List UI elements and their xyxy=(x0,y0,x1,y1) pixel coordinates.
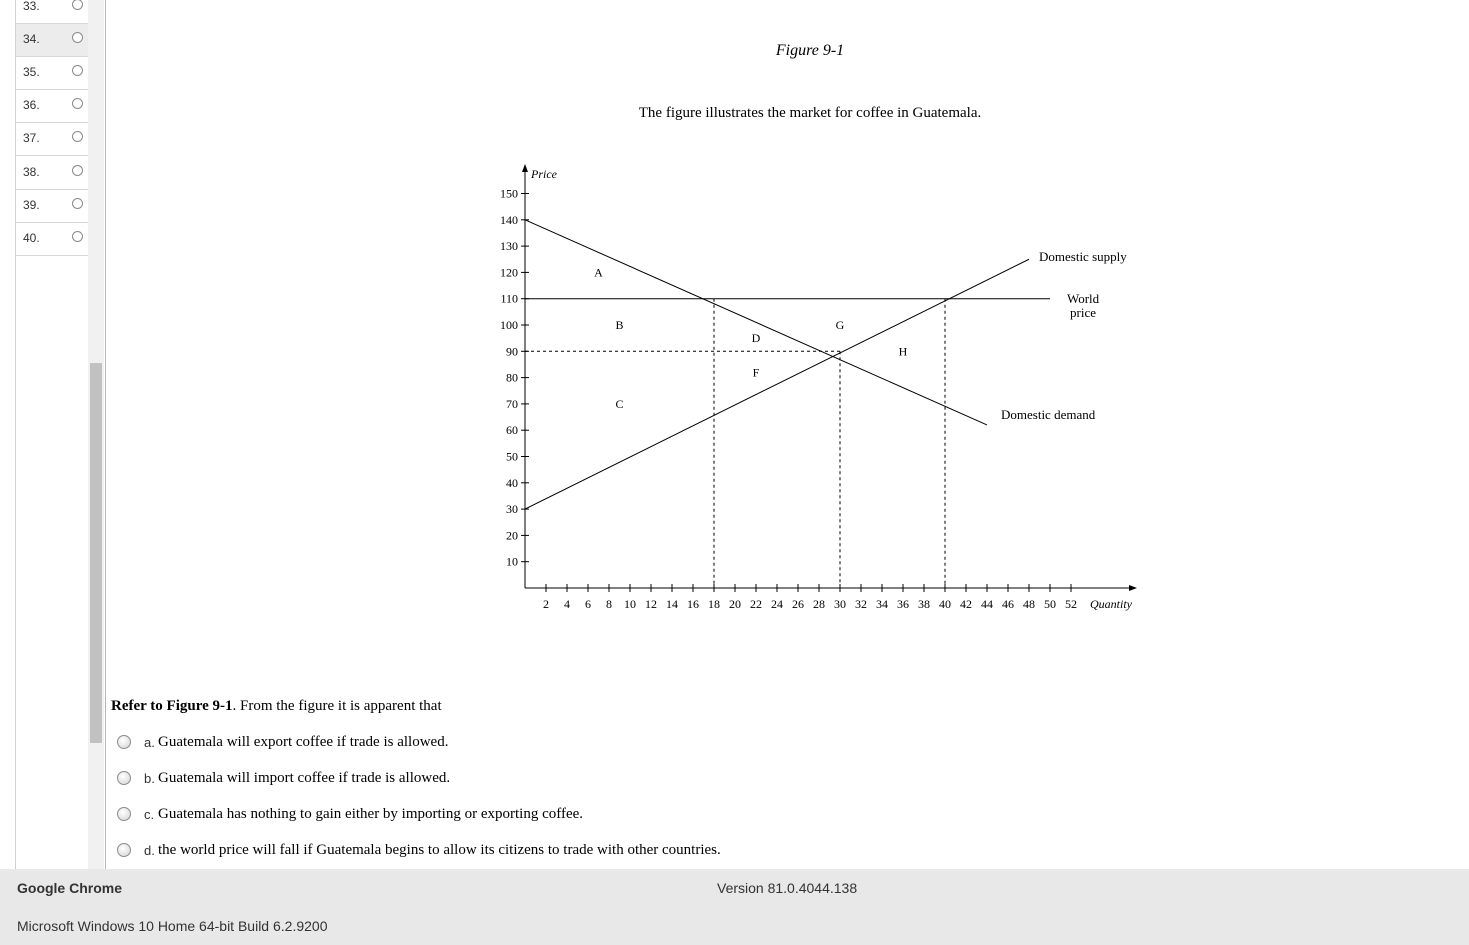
x-tick-label: 24 xyxy=(771,597,783,611)
y-tick-label: 50 xyxy=(506,449,518,464)
option-letter: d. xyxy=(144,843,155,858)
x-tick-label: 36 xyxy=(897,597,909,611)
nav-item-38[interactable] xyxy=(16,157,89,190)
nav-radio[interactable] xyxy=(72,65,83,76)
nav-item-number: 35. xyxy=(23,65,40,79)
y-tick-label: 130 xyxy=(500,239,518,254)
x-tick-label: 2 xyxy=(543,597,549,611)
nav-item-37[interactable] xyxy=(16,123,89,156)
market-chart xyxy=(480,160,1160,620)
x-tick-label: 40 xyxy=(939,597,951,611)
y-tick-label: 90 xyxy=(506,344,518,359)
question-rest: . From the figure it is apparent that xyxy=(232,698,442,714)
region-label-b: B xyxy=(615,318,624,332)
y-tick-label: 110 xyxy=(500,291,518,306)
region-label-h: H xyxy=(898,344,908,359)
region-label-g: G xyxy=(835,318,845,332)
scrollbar-thumb[interactable] xyxy=(90,363,102,743)
y-tick-label: 60 xyxy=(506,423,518,438)
x-tick-label: 46 xyxy=(1002,597,1014,611)
x-tick-label: 8 xyxy=(606,597,612,611)
option-letter: c. xyxy=(144,807,155,822)
question-text xyxy=(111,698,442,715)
nav-item-number: 39. xyxy=(23,198,40,212)
x-tick-label: 6 xyxy=(585,597,591,611)
nav-radio[interactable] xyxy=(72,131,83,142)
y-tick-label: 120 xyxy=(500,265,518,280)
y-tick-label: 80 xyxy=(506,370,518,385)
chart-axes xyxy=(522,164,1137,591)
x-axis-arrow xyxy=(1129,585,1137,591)
nav-radio[interactable] xyxy=(72,0,83,10)
region-label-a: A xyxy=(594,265,603,280)
radio-button[interactable] xyxy=(117,735,131,749)
world-price-label-line2: price xyxy=(1070,305,1096,320)
figure-title: Figure 9-1 xyxy=(775,42,845,59)
y-tick-label: 150 xyxy=(500,186,518,201)
question-ref: Refer to Figure 9-1 xyxy=(111,698,233,714)
os-info: Microsoft Windows 10 Home 64-bit Build 6.2.9200 xyxy=(17,918,328,934)
demand-label: Domestic demand xyxy=(1001,407,1096,422)
browser-version: Version 81.0.4044.138 xyxy=(717,880,858,896)
option-text: Guatemala will import coffee if trade is allowed. xyxy=(158,770,451,786)
nav-item-39[interactable] xyxy=(16,190,89,223)
region-label-d: D xyxy=(751,331,761,346)
nav-radio[interactable] xyxy=(72,98,83,109)
series-lines xyxy=(525,220,1050,509)
y-tick-label: 70 xyxy=(506,396,518,411)
y-tick-label: 30 xyxy=(506,502,518,517)
nav-item-number: 33. xyxy=(23,0,40,13)
world-price-label-line1: World xyxy=(1067,291,1100,306)
figure-caption: The figure illustrates the market for coffee in Guatemala. xyxy=(638,105,982,121)
option-letter: b. xyxy=(144,771,155,786)
x-tick-label: 34 xyxy=(876,597,888,611)
y-tick-label: 10 xyxy=(506,554,518,569)
nav-item-number: 40. xyxy=(23,231,40,245)
nav-item-number: 37. xyxy=(23,131,40,145)
radio-button[interactable] xyxy=(117,807,131,821)
nav-item-36[interactable] xyxy=(16,90,89,123)
x-tick-label: 48 xyxy=(1023,597,1035,611)
browser-name: Google Chrome xyxy=(17,880,123,896)
option-letter: a. xyxy=(144,735,155,750)
supply-line xyxy=(525,259,1029,509)
option-text: the world price will fall if Guatemala begins to allow its citizens to trade with other countries. xyxy=(158,842,721,858)
radio-button[interactable] xyxy=(117,771,131,785)
content-divider xyxy=(105,0,106,869)
x-tick-label: 42 xyxy=(960,597,972,611)
x-tick-label: 18 xyxy=(708,597,720,611)
nav-radio[interactable] xyxy=(72,198,83,209)
x-tick-label: 4 xyxy=(564,597,570,611)
nav-item-33[interactable] xyxy=(16,0,89,24)
y-tick-label: 100 xyxy=(500,318,518,332)
x-tick-label: 28 xyxy=(813,597,825,611)
x-tick-label: 10 xyxy=(624,597,636,611)
nav-item-number: 36. xyxy=(23,98,40,112)
y-tick-label: 20 xyxy=(506,528,518,543)
x-tick-label: 16 xyxy=(687,597,699,611)
region-labels xyxy=(594,265,908,411)
x-tick-label: 14 xyxy=(666,597,678,611)
nav-item-35[interactable] xyxy=(16,57,89,90)
x-axis-label: Quantity xyxy=(1090,597,1132,611)
y-tick-label: 140 xyxy=(500,212,518,227)
nav-item-number: 34. xyxy=(23,32,40,46)
nav-radio[interactable] xyxy=(72,231,83,242)
y-axis-arrow xyxy=(522,164,528,172)
x-tick-label: 12 xyxy=(645,597,657,611)
x-tick-label: 32 xyxy=(855,597,867,611)
question-nav xyxy=(15,0,89,869)
nav-item-34[interactable] xyxy=(16,24,89,57)
footer-bar xyxy=(0,869,1469,945)
nav-radio[interactable] xyxy=(72,32,83,43)
y-axis-label: Price xyxy=(531,167,557,181)
x-tick-label: 38 xyxy=(918,597,930,611)
x-tick-label: 30 xyxy=(834,597,846,611)
reference-lines xyxy=(525,299,945,588)
x-tick-label: 52 xyxy=(1065,597,1077,611)
option-text: Guatemala will export coffee if trade is allowed. xyxy=(158,734,449,750)
x-tick-label: 44 xyxy=(981,597,993,611)
x-tick-label: 20 xyxy=(729,597,741,611)
y-tick-label: 40 xyxy=(506,475,518,490)
x-tick-label: 26 xyxy=(792,597,804,611)
supply-label: Domestic supply xyxy=(1039,249,1127,264)
radio-button[interactable] xyxy=(117,843,131,857)
x-tick-label: 50 xyxy=(1044,597,1056,611)
nav-item-40[interactable] xyxy=(16,223,89,256)
option-text: Guatemala has nothing to gain either by importing or exporting coffee. xyxy=(158,806,584,822)
region-label-f: F xyxy=(752,365,760,380)
nav-radio[interactable] xyxy=(72,165,83,176)
nav-item-number: 38. xyxy=(23,165,40,179)
region-label-c: C xyxy=(615,396,624,411)
x-tick-label: 22 xyxy=(750,597,762,611)
